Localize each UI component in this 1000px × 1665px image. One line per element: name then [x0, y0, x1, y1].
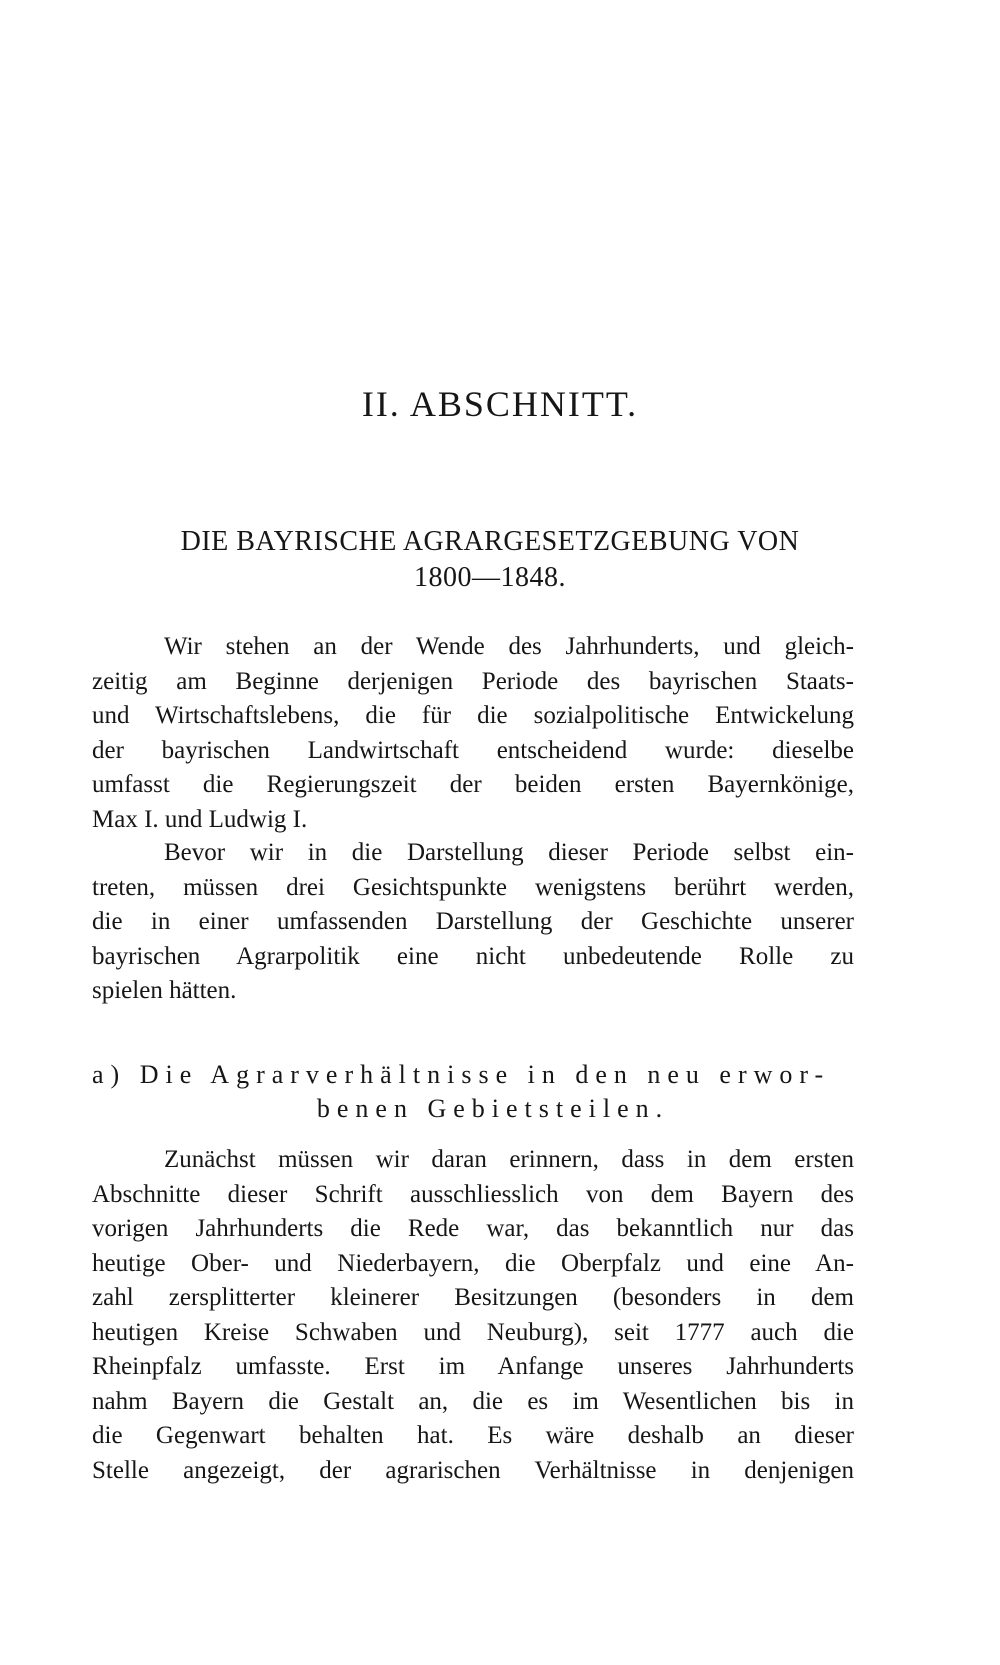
- paragraph-2: [92, 836, 854, 1009]
- text-line: Max I. und Ludwig I.: [92, 805, 308, 833]
- chapter-title-line-1: DIE BAYRISCHE AGRARGESETZGEBUNG VON: [180, 526, 800, 557]
- text-line: Zunächst müssen wir daran erinnern, dass in dem ersten: [164, 1146, 854, 1173]
- subsection-heading-line-1: a) Die Agrarverhältnisse in den neu erwor-: [92, 1060, 831, 1089]
- section-heading: II. ABSCHNITT.: [361, 384, 639, 424]
- text-line: spielen hätten.: [92, 977, 237, 1004]
- chapter-title: [120, 524, 860, 596]
- text-line: Stelle angezeigt, der agrarischen Verhältnisse in denjenigen: [92, 1456, 854, 1484]
- text-line: Abschnitte dieser Schrift ausschliesslich von dem Bayern des: [92, 1180, 854, 1208]
- text-line: vorigen Jahrhunderts die Rede war, das bekanntlich nur das: [92, 1215, 854, 1242]
- paragraph-3: [92, 1143, 854, 1488]
- text-line: bayrischen Agrarpolitik eine nicht unbedeutende Rolle zu: [92, 942, 854, 970]
- subsection-heading: [92, 1058, 854, 1126]
- text-line: zahl zersplitterter kleinerer Besitzungen (besonders in dem: [92, 1284, 854, 1311]
- text-line: Bevor wir in die Darstellung dieser Periode selbst ein-: [164, 839, 854, 866]
- text-line: der bayrischen Landwirtschaft entscheidend wurde: dieselbe: [92, 736, 854, 764]
- subsection-heading-line-2: benen Gebietsteilen.: [316, 1094, 670, 1123]
- text-line: Rheinpfalz umfasste. Erst im Anfange unseres Jahrhunderts: [92, 1353, 854, 1380]
- chapter-title-line-2: 1800—1848.: [414, 562, 566, 593]
- text-line: Wir stehen an der Wende des Jahrhunderts, und gleich-: [164, 633, 854, 660]
- text-line: heutigen Kreise Schwaben und Neuburg), seit 1777 auch die: [92, 1318, 854, 1346]
- text-line: zeitig am Beginne derjenigen Periode des bayrischen Staats-: [92, 667, 854, 695]
- paragraph-1: [92, 630, 854, 837]
- text-line: treten, müssen drei Gesichtspunkte wenigstens berührt werden,: [92, 873, 854, 901]
- text-line: die Gegenwart behalten hat. Es wäre deshalb an dieser: [92, 1422, 854, 1449]
- text-line: heutige Ober- und Niederbayern, die Oberpfalz und eine An-: [92, 1249, 854, 1277]
- text-line: die in einer umfassenden Darstellung der Geschichte unserer: [92, 908, 854, 935]
- text-line: umfasst die Regierungszeit der beiden ersten Bayernkönige,: [92, 771, 854, 798]
- text-line: nahm Bayern die Gestalt an, die es im Wesentlichen bis in: [92, 1387, 854, 1415]
- text-line: und Wirtschaftslebens, die für die sozialpolitische Entwickelung: [92, 702, 854, 729]
